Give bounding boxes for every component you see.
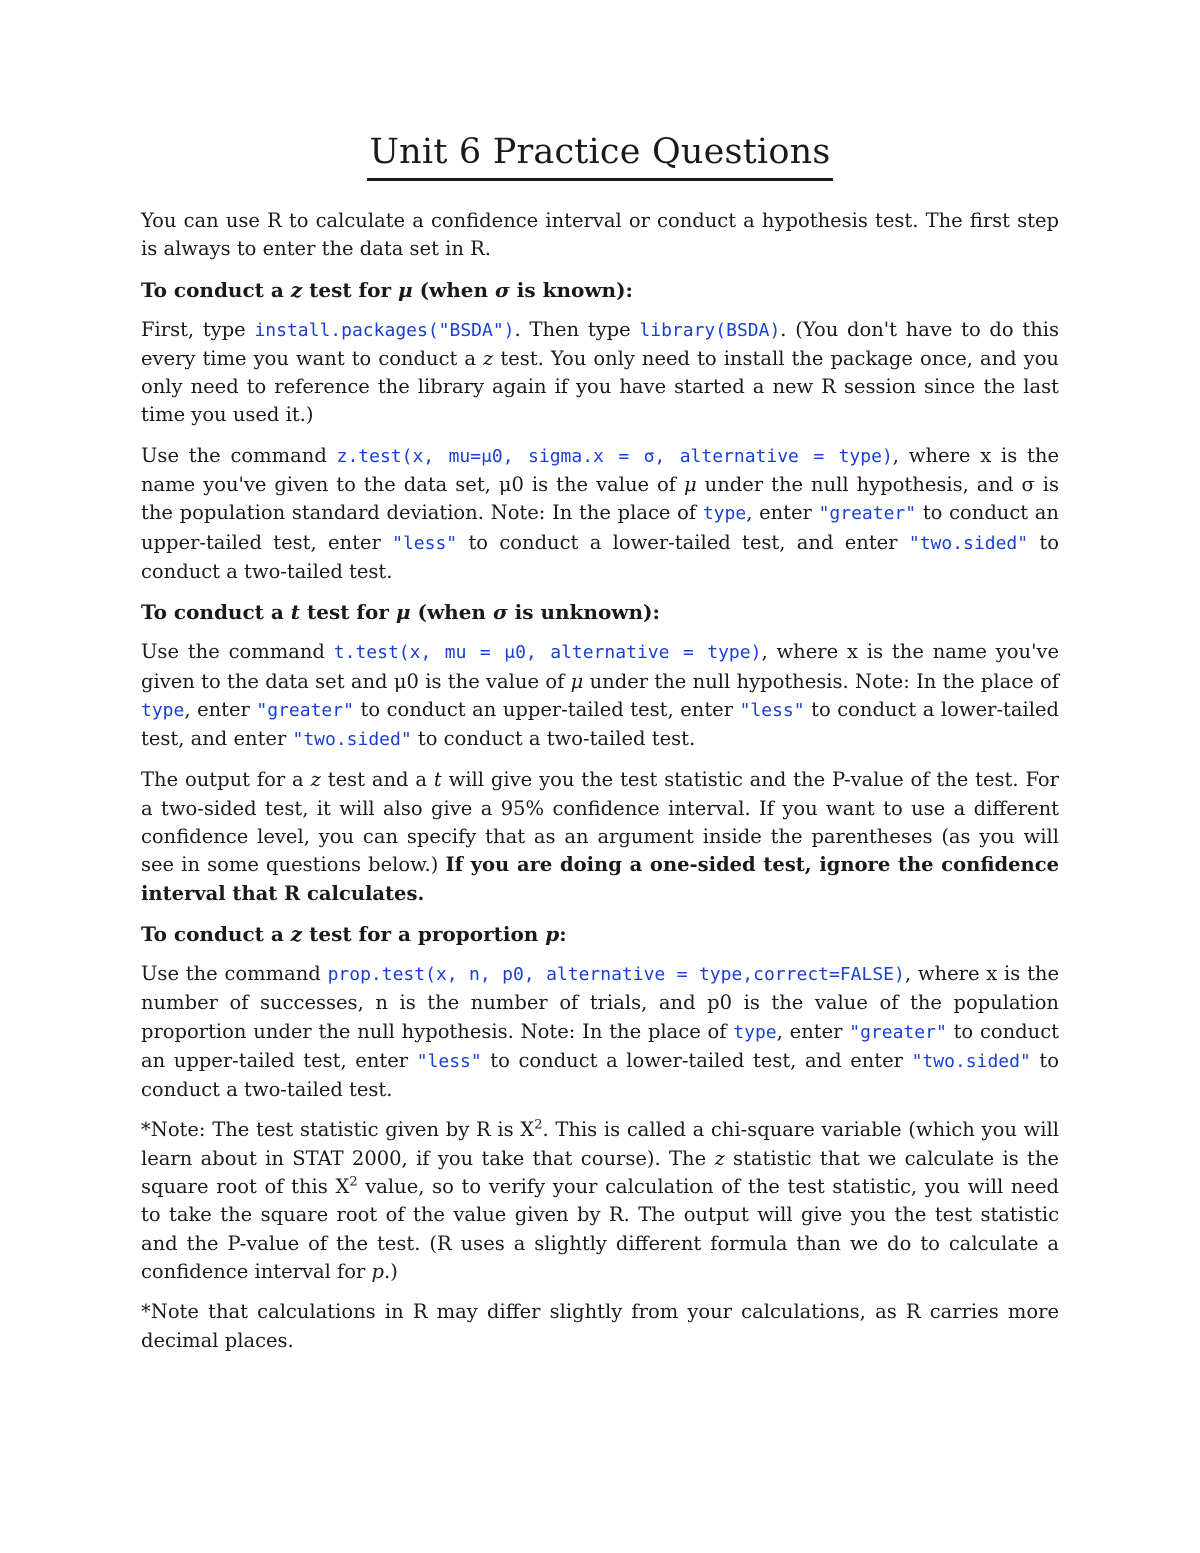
body-text: First, type xyxy=(141,317,255,341)
code-type: type xyxy=(141,699,185,721)
superscript: 2 xyxy=(534,1117,543,1133)
body-text: *Note: The test statistic given by R is X xyxy=(141,1118,535,1142)
body-text: test and a xyxy=(320,768,434,792)
code-two-sided: "two.sided" xyxy=(908,532,1029,554)
math-var: p xyxy=(371,1259,384,1283)
math-var: μ xyxy=(395,600,411,625)
code-t-test: t.test(x, mu = μ0, alternative = type) xyxy=(333,642,762,664)
output-paragraph xyxy=(141,766,1059,907)
body-text: under the null hypothesis. Note: In the place of xyxy=(583,669,1059,693)
body-text: to conduct a two-tailed test. xyxy=(141,1048,1059,1102)
heading-text: To conduct a xyxy=(141,921,291,946)
body-text: The output for a xyxy=(141,768,311,792)
code-two-sided: "two.sided" xyxy=(911,1050,1031,1072)
body-text: . (You don't have to do this every time you want to conduct a xyxy=(141,317,1059,370)
math-var: t xyxy=(433,768,442,792)
z-test-install-paragraph xyxy=(141,316,1059,430)
body-text: , where x is the name you've given to the data set, μ0 is the value of xyxy=(141,443,1059,497)
page-title: Unit 6 Practice Questions xyxy=(367,128,832,181)
body-text: , where x is the number of successes, n is the number of trials, and p0 is the value of the population proportion under the null hypothesis. Note: In the place of xyxy=(141,961,1060,1043)
chi-square-note xyxy=(141,1116,1059,1286)
body-text: to conduct an upper-tailed test, enter xyxy=(141,501,1059,554)
title-block xyxy=(141,128,1059,181)
math-var: σ xyxy=(495,277,510,302)
intro-text: You can use R to calculate a confidence interval or conduct a hypothesis test. The first step is always to enter the data set in R. xyxy=(141,209,1059,261)
code-install-packages: install.packages("BSDA") xyxy=(254,319,515,341)
body-text: . Then type xyxy=(514,317,640,341)
math-var: z xyxy=(714,1146,725,1170)
heading-text: (when xyxy=(410,600,493,625)
body-text: to conduct a two-tailed test. xyxy=(141,530,1059,583)
body-text: , enter xyxy=(746,501,819,525)
code-greater: "greater" xyxy=(818,503,917,525)
math-var: μ xyxy=(684,473,697,497)
math-var: p xyxy=(545,921,560,946)
code-less: "less" xyxy=(739,699,805,721)
heading-text: To conduct a xyxy=(141,600,291,625)
bold-warning: If you are doing a one-sided test, ignore the confidence interval that R calculates. xyxy=(141,853,1059,905)
code-type: type xyxy=(733,1021,777,1043)
body-text: to conduct a lower-tailed test, and enter xyxy=(141,697,1059,751)
heading-text: To conduct a xyxy=(141,277,291,302)
z-test-command-paragraph xyxy=(141,442,1059,586)
prop-test-heading xyxy=(141,920,1059,948)
math-var: μ xyxy=(397,277,413,302)
z-test-heading xyxy=(141,276,1059,304)
body-text: to conduct a lower-tailed test, and enter xyxy=(457,530,909,554)
body-text: to conduct a lower-tailed test, and enter xyxy=(481,1048,912,1072)
body-text: , enter xyxy=(776,1019,850,1043)
prop-test-command-paragraph xyxy=(141,960,1059,1104)
body-text: Use the command xyxy=(141,443,337,467)
heading-text: is unknown): xyxy=(507,600,660,625)
heading-text: : xyxy=(559,921,567,946)
code-less: "less" xyxy=(392,532,458,554)
body-text: to conduct a two-tailed test. xyxy=(411,727,696,751)
math-var: z xyxy=(483,346,494,370)
t-test-command-paragraph xyxy=(141,638,1059,754)
code-greater: "greater" xyxy=(849,1021,947,1043)
body-text: Use the command xyxy=(141,640,334,664)
body-text: Use the command xyxy=(141,961,328,985)
math-var: z xyxy=(310,768,321,792)
math-var: σ xyxy=(492,600,508,625)
superscript: 2 xyxy=(349,1174,358,1190)
body-text: *Note that calculations in R may differ slightly from your calculations, as R carries more decimal places. xyxy=(141,1300,1059,1352)
body-text: under the null hypothesis, and σ is the population standard deviation. Note: In the place of xyxy=(141,473,1059,525)
code-two-sided: "two.sided" xyxy=(292,729,412,751)
body-text: will give you the test statistic and the P-value of the test. For a two-sided test, it will also give a 95% confidence interval. If you want to use a different confidence level, you can specify that as an argument inside the parentheses (as you will see in some questions below.) xyxy=(141,768,1059,877)
heading-text: is known): xyxy=(509,277,633,302)
intro-paragraph xyxy=(141,207,1059,264)
decimal-places-note xyxy=(141,1298,1059,1355)
math-var: z xyxy=(290,277,303,302)
body-text: .) xyxy=(384,1259,398,1283)
code-less: "less" xyxy=(416,1050,482,1072)
heading-text: (when xyxy=(412,277,496,302)
code-prop-test: prop.test(x, n, p0, alternative = type,correct=FALSE) xyxy=(327,963,905,985)
body-text: , where x is the name you've given to the data set and μ0 is the value of xyxy=(141,640,1059,693)
body-text: , enter xyxy=(184,697,257,721)
body-text: statistic that we calculate is the square root of this X xyxy=(141,1146,1059,1199)
code-type: type xyxy=(702,503,747,525)
body-text: value, so to verify your calculation of the test statistic, you will need to take the square root of the value given by R. The output will give you the test statistic and the P-value of the test. (R uses a slightly different formula than we do to calculate a confidence interval for xyxy=(141,1175,1059,1283)
heading-text: test for xyxy=(300,600,396,625)
heading-text: test for a proportion xyxy=(302,921,546,946)
code-z-test: z.test(x, mu=μ0, sigma.x = σ, alternative = type) xyxy=(336,445,893,467)
body-text: to conduct an upper-tailed test, enter xyxy=(353,697,740,721)
math-var: t xyxy=(290,600,301,625)
body-text: . This is called a chi-square variable (which you will learn about in STAT 2000, if you take that course). The xyxy=(141,1118,1059,1170)
math-var: μ xyxy=(570,669,584,693)
body-text: to conduct an upper-tailed test, enter xyxy=(141,1019,1059,1072)
code-greater: "greater" xyxy=(256,699,354,721)
code-library: library(BSDA) xyxy=(639,319,781,341)
math-var: z xyxy=(290,921,303,946)
heading-text: test for xyxy=(302,277,398,302)
document-page xyxy=(141,128,1059,1367)
t-test-heading xyxy=(141,598,1059,626)
body-text: test. You only need to install the package once, and you only need to reference the library again if you have started a new R session since the last time you used it.) xyxy=(141,346,1059,427)
